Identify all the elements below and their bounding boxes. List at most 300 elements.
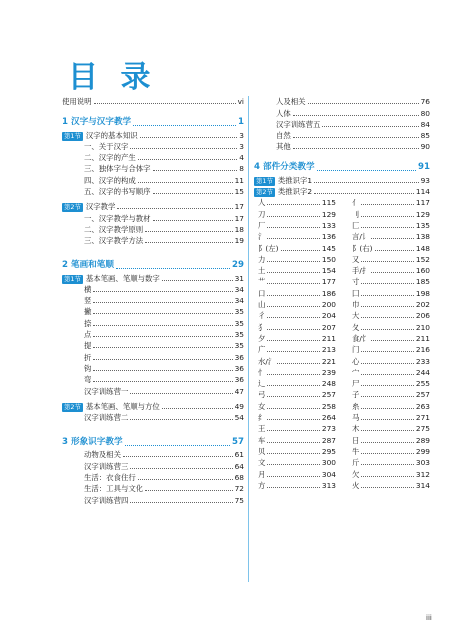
toc-subentry[interactable] bbox=[62, 284, 244, 295]
leader-dots bbox=[123, 456, 233, 457]
leader-dots bbox=[125, 445, 230, 446]
leader-dots bbox=[361, 317, 413, 318]
toc-subentry[interactable] bbox=[62, 385, 244, 396]
radical-entry[interactable] bbox=[254, 434, 336, 445]
toc-entry-label: 3 形象识字教学 bbox=[62, 437, 123, 448]
toc-entry-label: 大 bbox=[352, 311, 360, 321]
toc-entry-page: 76 bbox=[420, 97, 430, 107]
chapter-page: 91 bbox=[418, 162, 430, 173]
toc-entry-label: 亻 bbox=[352, 198, 360, 208]
toc-entry-page: 85 bbox=[420, 131, 430, 141]
toc-top-items bbox=[254, 96, 430, 152]
toc-entry-label: 类推识字2 bbox=[277, 187, 313, 197]
section-badge: 第2节 bbox=[64, 402, 81, 411]
toc-chapter[interactable] bbox=[62, 115, 244, 129]
radical-entry[interactable] bbox=[348, 276, 430, 287]
toc-subentry[interactable] bbox=[62, 460, 244, 471]
toc-section[interactable] bbox=[62, 272, 244, 283]
radical-entry[interactable] bbox=[348, 333, 430, 344]
toc-entry-page: 148 bbox=[415, 243, 430, 253]
toc-entry-page: 129 bbox=[415, 209, 430, 219]
toc-entry-label: 辶 bbox=[258, 379, 266, 389]
toc-entry-label: 生活：工具与文化 bbox=[84, 484, 144, 494]
toc-entry-page: 17 bbox=[234, 213, 244, 223]
leader-dots bbox=[361, 453, 413, 454]
toc-subentry[interactable] bbox=[254, 119, 430, 130]
toc-entry-label: 宀 bbox=[352, 367, 360, 377]
toc-entry-page: 200 bbox=[321, 300, 336, 310]
radical-index bbox=[254, 197, 430, 491]
toc-entry-label: 一、关于汉字 bbox=[84, 141, 129, 151]
toc-entry-label: 生活：衣食住行 bbox=[84, 473, 136, 483]
toc-subentry[interactable] bbox=[62, 306, 244, 317]
toc-subentry[interactable] bbox=[62, 235, 244, 246]
leader-dots bbox=[267, 464, 319, 465]
toc-entry-page: 257 bbox=[321, 390, 336, 400]
toc-entry-page: 31 bbox=[234, 273, 244, 283]
toc-entry-label: 广 bbox=[258, 345, 266, 355]
toc-entry-page: 35 bbox=[234, 318, 244, 328]
toc-entry-page: 17 bbox=[234, 202, 244, 212]
toc-entry-label: 阝(左) bbox=[258, 243, 279, 253]
toc-right-column bbox=[254, 96, 430, 491]
toc-entry-page: 211 bbox=[321, 333, 336, 343]
leader-dots bbox=[145, 242, 232, 243]
toc-entry-page: 216 bbox=[415, 345, 430, 355]
spacer bbox=[62, 427, 244, 435]
radical-entry[interactable] bbox=[348, 457, 430, 468]
page-number: iii bbox=[426, 614, 432, 622]
leader-dots bbox=[371, 238, 414, 239]
radical-entry[interactable] bbox=[254, 321, 336, 332]
leader-dots bbox=[361, 216, 413, 217]
leader-dots bbox=[93, 381, 232, 382]
radical-entry[interactable] bbox=[254, 423, 336, 434]
toc-entry-page: 204 bbox=[321, 311, 336, 321]
toc-entry-label: 汉字教学 bbox=[85, 202, 116, 212]
toc-entry-page: 271 bbox=[415, 413, 430, 423]
radical-entry[interactable] bbox=[348, 254, 430, 265]
toc-entry-page: 206 bbox=[415, 311, 430, 321]
leader-dots bbox=[267, 487, 319, 488]
toc-entry-page: 117 bbox=[415, 198, 430, 208]
toc-entry-page: 18 bbox=[234, 224, 244, 234]
toc-entry-page: 258 bbox=[321, 401, 336, 411]
radical-entry[interactable] bbox=[254, 265, 336, 276]
leader-dots bbox=[138, 159, 238, 160]
toc-entry-page: 145 bbox=[321, 243, 336, 253]
radical-entry[interactable] bbox=[348, 231, 430, 242]
leader-dots bbox=[267, 442, 319, 443]
toc-entry-label: 水/氵 bbox=[258, 356, 276, 366]
toc-entry-page: 289 bbox=[415, 435, 430, 445]
toc-entry-page: 114 bbox=[415, 187, 430, 197]
toc-entry-label: 二、汉字的产生 bbox=[84, 153, 136, 163]
radical-entry[interactable] bbox=[348, 434, 430, 445]
leader-dots bbox=[162, 280, 233, 281]
radical-entry[interactable] bbox=[254, 287, 336, 298]
radical-entry[interactable] bbox=[254, 457, 336, 468]
leader-dots bbox=[361, 396, 413, 397]
toc-entry-page: 129 bbox=[321, 209, 336, 219]
toc-entry-label: 汉字的基本知识 bbox=[85, 130, 138, 140]
toc-entry-page: 61 bbox=[234, 450, 244, 460]
radical-entry[interactable] bbox=[348, 423, 430, 434]
toc-entry-label: 匚 bbox=[352, 220, 360, 230]
toc-entry-label: 糸 bbox=[352, 401, 360, 411]
toc-subentry[interactable] bbox=[62, 472, 244, 483]
leader-dots bbox=[267, 329, 319, 330]
leader-dots bbox=[93, 336, 232, 337]
toc-entry-page: 34 bbox=[234, 296, 244, 306]
toc-entry-page: 202 bbox=[415, 300, 430, 310]
radical-entry[interactable] bbox=[254, 355, 336, 366]
toc-entry-label: 三、独体字与合体字 bbox=[84, 164, 151, 174]
radical-entry[interactable] bbox=[254, 197, 336, 208]
toc-entry-intro[interactable] bbox=[62, 96, 244, 107]
radical-entry[interactable] bbox=[348, 389, 430, 400]
leader-dots bbox=[153, 193, 233, 194]
toc-entry-page: 177 bbox=[321, 277, 336, 287]
radical-entry[interactable] bbox=[348, 378, 430, 389]
toc-entry-label: 口 bbox=[258, 288, 266, 298]
radical-entry[interactable] bbox=[254, 231, 336, 242]
toc-chapter[interactable] bbox=[62, 435, 244, 449]
toc-entry-label: 门 bbox=[352, 345, 360, 355]
toc-subentry[interactable] bbox=[254, 107, 430, 118]
leader-dots bbox=[361, 306, 413, 307]
toc-entry-page: 47 bbox=[234, 386, 244, 396]
toc-entry-label: 汉字训练营四 bbox=[84, 495, 129, 505]
radical-entry[interactable] bbox=[348, 468, 430, 479]
radical-entry[interactable] bbox=[254, 412, 336, 423]
leader-dots bbox=[361, 408, 413, 409]
radical-entry[interactable] bbox=[348, 344, 430, 355]
radical-entry[interactable] bbox=[348, 208, 430, 219]
toc-subentry[interactable] bbox=[254, 141, 430, 152]
chapter-title: 4 部件分类教学 bbox=[254, 162, 315, 173]
radical-entry[interactable] bbox=[254, 378, 336, 389]
radical-entry[interactable] bbox=[348, 367, 430, 378]
toc-entry-label: 彳 bbox=[258, 311, 266, 321]
toc-entry-page: 54 bbox=[234, 413, 244, 423]
toc-entry-page: 75 bbox=[234, 495, 244, 505]
radical-entry[interactable] bbox=[254, 254, 336, 265]
spacer bbox=[62, 506, 244, 510]
radical-entry[interactable] bbox=[254, 400, 336, 411]
radical-entry[interactable] bbox=[348, 480, 430, 491]
radical-entry[interactable] bbox=[348, 355, 430, 366]
toc-entry-page: 233 bbox=[415, 356, 430, 366]
toc-entry-page: 135 bbox=[415, 220, 430, 230]
toc-entry-label: 钩 bbox=[84, 363, 92, 373]
leader-dots bbox=[130, 468, 232, 469]
leader-dots bbox=[267, 408, 319, 409]
toc-entry-page: 150 bbox=[321, 254, 336, 264]
leader-dots bbox=[93, 347, 232, 348]
toc-subentry[interactable] bbox=[62, 483, 244, 494]
radical-entry[interactable] bbox=[254, 242, 336, 253]
toc-subentry[interactable] bbox=[62, 329, 244, 340]
radical-entry[interactable] bbox=[348, 220, 430, 231]
radical-entry[interactable] bbox=[254, 220, 336, 231]
leader-dots bbox=[361, 430, 413, 431]
leader-dots bbox=[371, 272, 414, 273]
toc-subentry[interactable] bbox=[62, 212, 244, 223]
leader-dots bbox=[130, 393, 232, 394]
toc-entry-page: 221 bbox=[321, 356, 336, 366]
leader-dots bbox=[94, 103, 236, 104]
leader-dots bbox=[153, 220, 233, 221]
toc-entry-page: 244 bbox=[415, 367, 430, 377]
toc-subentry[interactable] bbox=[254, 130, 430, 141]
toc-entry-page: 313 bbox=[321, 480, 336, 490]
toc-chapter[interactable] bbox=[62, 258, 244, 272]
leader-dots bbox=[140, 137, 238, 138]
toc-chapters bbox=[62, 107, 244, 509]
leader-dots bbox=[267, 295, 319, 296]
leader-dots bbox=[93, 302, 232, 303]
toc-entry-page: 34 bbox=[234, 284, 244, 294]
spacer bbox=[254, 152, 430, 160]
leader-dots bbox=[267, 476, 319, 477]
radical-entry[interactable] bbox=[348, 197, 430, 208]
toc-subentry[interactable] bbox=[62, 340, 244, 351]
toc-entry-page: 152 bbox=[415, 254, 430, 264]
leader-dots bbox=[361, 204, 413, 205]
leader-dots bbox=[162, 408, 233, 409]
toc-entry-page: 273 bbox=[321, 424, 336, 434]
toc-entry-label: 人体 bbox=[276, 108, 291, 118]
toc-subentry[interactable] bbox=[62, 186, 244, 197]
spacer bbox=[62, 107, 244, 115]
radical-entry[interactable] bbox=[348, 242, 430, 253]
toc-subentry[interactable] bbox=[62, 141, 244, 152]
toc-subentry[interactable] bbox=[62, 317, 244, 328]
toc-entry-page: 35 bbox=[234, 330, 244, 340]
toc-entry-page: 295 bbox=[321, 446, 336, 456]
section-badge: 第1节 bbox=[64, 131, 81, 140]
toc-entry-label: 尸 bbox=[352, 379, 360, 389]
toc-entry-label: 犭 bbox=[258, 322, 266, 332]
toc-entry-page: 4 bbox=[239, 153, 244, 163]
toc-subentry[interactable] bbox=[62, 494, 244, 505]
leader-dots bbox=[267, 216, 319, 217]
toc-entry-label: 四、汉字的构成 bbox=[84, 175, 136, 185]
toc-entry-label: 木 bbox=[352, 424, 360, 434]
toc-entry-label: 寸 bbox=[352, 277, 360, 287]
toc-entry-page: 93 bbox=[420, 175, 430, 185]
toc-entry-label: 月 bbox=[258, 469, 266, 479]
leader-dots bbox=[322, 126, 418, 127]
toc-subentry[interactable] bbox=[62, 295, 244, 306]
leader-dots bbox=[267, 453, 319, 454]
toc-entry-page: 275 bbox=[415, 424, 430, 434]
radical-entry[interactable] bbox=[254, 299, 336, 310]
toc-entry-label: 马 bbox=[352, 413, 360, 423]
radical-entry[interactable] bbox=[348, 287, 430, 298]
toc-entry-page: 257 bbox=[415, 390, 430, 400]
toc-section[interactable] bbox=[254, 174, 430, 185]
leader-dots bbox=[361, 487, 413, 488]
leader-dots bbox=[361, 374, 413, 375]
radical-entry[interactable] bbox=[254, 333, 336, 344]
leader-dots bbox=[93, 325, 232, 326]
radical-entry[interactable] bbox=[254, 480, 336, 491]
leader-dots bbox=[138, 182, 233, 183]
radical-entry[interactable] bbox=[254, 446, 336, 457]
toc-section[interactable] bbox=[62, 201, 244, 212]
toc-entry-label: 人及相关 bbox=[276, 97, 306, 107]
radical-entry[interactable] bbox=[254, 276, 336, 287]
toc-sections bbox=[254, 174, 430, 197]
toc-entry-page: 264 bbox=[321, 413, 336, 423]
radical-entry[interactable] bbox=[254, 344, 336, 355]
leader-dots bbox=[361, 363, 413, 364]
toc-entry-label: 忄 bbox=[258, 367, 266, 377]
toc-entry-page: 314 bbox=[415, 480, 430, 490]
leader-dots bbox=[93, 359, 232, 360]
radical-entry[interactable] bbox=[254, 367, 336, 378]
leader-dots bbox=[314, 193, 414, 194]
toc-entry-label: 其他 bbox=[276, 142, 291, 152]
toc-subentry[interactable] bbox=[62, 163, 244, 174]
toc-entry-page: 3 bbox=[239, 141, 244, 151]
radical-entry[interactable] bbox=[348, 400, 430, 411]
leader-dots bbox=[145, 231, 232, 232]
toc-subentry[interactable] bbox=[62, 152, 244, 163]
toc-section[interactable] bbox=[254, 186, 430, 197]
toc-entry-page: 3 bbox=[239, 130, 244, 140]
toc-entry-page: 35 bbox=[234, 341, 244, 351]
toc-entry-label: 手/扌 bbox=[352, 266, 370, 276]
toc-entry-page: 213 bbox=[321, 345, 336, 355]
leader-dots bbox=[130, 419, 232, 420]
toc-entry-label: 车 bbox=[258, 435, 266, 445]
page-title: 目 录 bbox=[68, 60, 157, 95]
radical-list-right bbox=[348, 197, 430, 491]
toc-entry-label: 土 bbox=[258, 266, 266, 276]
leader-dots bbox=[281, 250, 320, 251]
toc-entry-page: 64 bbox=[234, 461, 244, 471]
toc-entry-label: 火 bbox=[352, 480, 360, 490]
leader-dots bbox=[293, 137, 419, 138]
radical-entry[interactable] bbox=[348, 412, 430, 423]
leader-dots bbox=[130, 502, 232, 503]
radical-entry[interactable] bbox=[348, 265, 430, 276]
leader-dots bbox=[361, 227, 413, 228]
toc-section[interactable] bbox=[62, 129, 244, 140]
toc-entry-label: 日 bbox=[352, 435, 360, 445]
toc-entry-label: 点 bbox=[84, 330, 92, 340]
leader-dots bbox=[361, 295, 413, 296]
toc-subentry[interactable] bbox=[62, 351, 244, 362]
leader-dots bbox=[93, 313, 232, 314]
toc-entry-page: 72 bbox=[234, 484, 244, 494]
leader-dots bbox=[267, 396, 319, 397]
section-badge: 第1节 bbox=[256, 176, 273, 185]
leader-dots bbox=[153, 170, 238, 171]
toc-entry-page: 84 bbox=[420, 119, 430, 129]
toc-entry-label: 巾 bbox=[352, 300, 360, 310]
toc-entry-label: 夕 bbox=[258, 333, 266, 343]
toc-entry-label: 提 bbox=[84, 341, 92, 351]
toc-entry-page: 36 bbox=[234, 352, 244, 362]
toc-entry-page: 11 bbox=[234, 175, 244, 185]
leader-dots bbox=[361, 419, 413, 420]
toc-entry-label: 1 汉字与汉字教学 bbox=[62, 117, 132, 128]
radical-entry[interactable] bbox=[348, 299, 430, 310]
toc-entry-page: 138 bbox=[415, 232, 430, 242]
toc-entry-page: 29 bbox=[232, 260, 244, 271]
toc-entry-label: 刀 bbox=[258, 209, 266, 219]
toc-subentry[interactable] bbox=[254, 96, 430, 107]
toc-entry-page: 35 bbox=[234, 307, 244, 317]
leader-dots bbox=[361, 476, 413, 477]
leader-dots bbox=[314, 182, 418, 183]
toc-entry-label: 刂 bbox=[352, 209, 360, 219]
radical-entry[interactable] bbox=[348, 321, 430, 332]
toc-entry-page: 8 bbox=[239, 164, 244, 174]
radical-entry[interactable] bbox=[254, 468, 336, 479]
leader-dots bbox=[267, 385, 319, 386]
toc-entry-label: 类推识字1 bbox=[277, 175, 313, 185]
leader-dots bbox=[371, 340, 414, 341]
toc-entry-page: 133 bbox=[321, 220, 336, 230]
toc-entry-page: 68 bbox=[234, 473, 244, 483]
toc-entry-page: 304 bbox=[321, 469, 336, 479]
toc-subentry[interactable] bbox=[62, 412, 244, 423]
toc-chapter-4[interactable] bbox=[254, 160, 430, 174]
toc-entry-label: 王 bbox=[258, 424, 266, 434]
toc-entry-page: 36 bbox=[234, 363, 244, 373]
radical-entry[interactable] bbox=[254, 389, 336, 400]
toc-entry-label: 心 bbox=[352, 356, 360, 366]
toc-section[interactable] bbox=[62, 401, 244, 412]
toc-entry-page: 248 bbox=[321, 379, 336, 389]
leader-dots bbox=[308, 103, 419, 104]
section-badge: 第2节 bbox=[64, 203, 81, 212]
toc-entry-label: 言/讠 bbox=[352, 232, 370, 242]
radical-entry[interactable] bbox=[254, 310, 336, 321]
toc-entry-page: 207 bbox=[321, 322, 336, 332]
radical-entry[interactable] bbox=[348, 310, 430, 321]
leader-dots bbox=[317, 170, 416, 171]
toc-subentry[interactable] bbox=[62, 449, 244, 460]
leader-dots bbox=[277, 363, 320, 364]
toc-entry-label: 食/饣 bbox=[352, 333, 370, 343]
toc-subentry[interactable] bbox=[62, 224, 244, 235]
radical-entry[interactable] bbox=[254, 208, 336, 219]
spacer bbox=[62, 250, 244, 258]
toc-entry-label: 弓 bbox=[258, 390, 266, 400]
toc-entry-page: 57 bbox=[232, 437, 244, 448]
leader-dots bbox=[267, 227, 319, 228]
toc-entry-label: 牛 bbox=[352, 446, 360, 456]
toc-subentry[interactable] bbox=[62, 174, 244, 185]
leader-dots bbox=[361, 351, 413, 352]
leader-dots bbox=[293, 148, 419, 149]
leader-dots bbox=[361, 442, 413, 443]
radical-entry[interactable] bbox=[348, 446, 430, 457]
leader-dots bbox=[267, 306, 319, 307]
toc-entry-label: 人 bbox=[258, 198, 266, 208]
toc-entry-label: 汉字训练营一 bbox=[84, 386, 129, 396]
toc-entry-label: 一、汉字教学与教材 bbox=[84, 213, 151, 223]
toc-entry-page: 303 bbox=[415, 458, 430, 468]
toc-subentry[interactable] bbox=[62, 374, 244, 385]
toc-subentry[interactable] bbox=[62, 363, 244, 374]
